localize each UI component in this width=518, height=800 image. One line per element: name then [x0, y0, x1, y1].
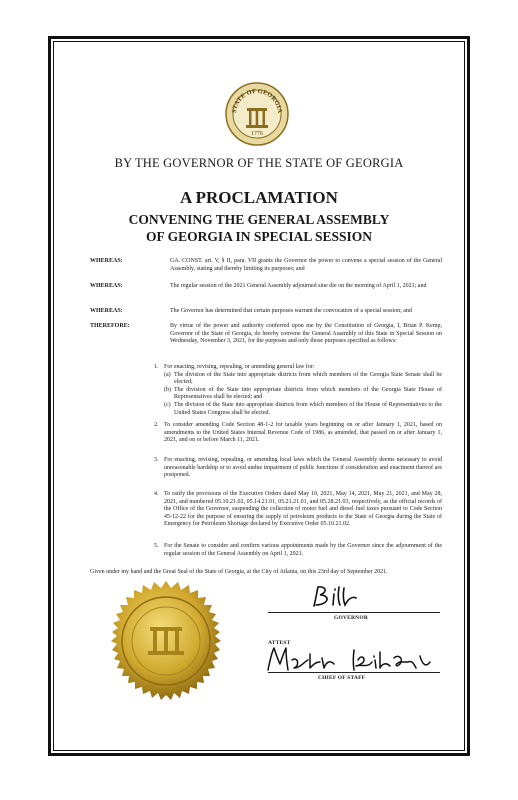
clause-whereas-3: [90, 308, 442, 316]
clause-therefore: [90, 323, 442, 346]
chief-of-staff-label: CHIEF OF STAFF: [318, 675, 366, 681]
sub-item-label: (b): [164, 386, 171, 393]
chief-signature-line: [268, 672, 440, 673]
governor-label: GOVERNOR: [334, 615, 368, 621]
item-number: 3.: [154, 457, 159, 463]
clause-text: The Governor has determined that certain purposes warrant the convocation of a special session; and: [170, 308, 412, 314]
chief-of-staff-signature: [264, 646, 440, 674]
clause-text: By virtue of the power and authority conferred upon me by the Constitution of Georgia, I, Brian P. Kemp, Governor of the State of Georgia, do hereby convene the General Assembly of this State in Special Session on Wednesday, November 3, 2021, for the purposes and only those purposes specified as follows:: [170, 323, 442, 345]
purpose-item-1: [154, 364, 442, 417]
proclamation-subtitle: [60, 211, 458, 245]
seal-year: 1776: [251, 131, 263, 137]
clause-label: WHEREAS:: [90, 283, 123, 289]
great-seal: [104, 581, 228, 705]
sub-item-label: (c): [164, 401, 171, 408]
clause-text: GA. CONST. art. V, § II, para. VII grants the Governor the power to convene a special session of the General Assembly, stating and thereby limiting its purposes; and: [170, 258, 442, 272]
seal-ring-text: STATE OF GEORGIA: [230, 87, 284, 114]
governor-signature-line: [268, 612, 440, 613]
clause-text: The regular session of the 2021 General Assembly adjourned sine die on the morning of April 1, 2021; and: [170, 283, 427, 289]
item-number: 5.: [154, 543, 159, 549]
purpose-item-2: [154, 422, 442, 445]
clause-whereas-1: [90, 258, 442, 273]
sub-item-b: [164, 386, 442, 402]
purpose-item-4: [154, 491, 442, 529]
subtitle-line-1: CONVENING THE GENERAL ASSEMBLY: [128, 212, 390, 227]
item-text: For enacting, revising, repealing, or amending local laws which the General Assembly deems necessary to avoid unreasonable hardship or to avoid undue impairment of public functions if consideration and enactment thereof are postponed.: [164, 457, 442, 479]
subtitle-line-2: OF GEORGIA IN SPECIAL SESSION: [145, 229, 373, 244]
sub-item-text: The division of the State into appropriate districts from which members of the Georgia State Senate shall be elected;: [174, 371, 442, 386]
item-text: To consider amending Code Section 48-1-2 for taxable years beginning on or after January 1, 2021, based on amendments to the United States Internal Revenue Code of 1986, as amended, that passed on or after January 1, 2021, and on or before March 11, 2021.: [164, 422, 442, 444]
governor-signature: [308, 584, 368, 610]
purpose-item-5: [154, 543, 442, 558]
proclamation-title: A PROCLAMATION: [180, 188, 338, 207]
item-number: 4.: [154, 491, 159, 497]
clause-label: WHEREAS:: [90, 258, 123, 264]
item-number: 2.: [154, 422, 159, 428]
clause-label: WHEREAS:: [90, 308, 123, 314]
state-seal-top: [225, 82, 289, 146]
sub-item-text: The division of the State into appropriate districts from which members of the Georgia State House of Representatives shall be elected; and: [174, 386, 442, 401]
given-statement: Given under my hand and the Great Seal of the State of Georgia, at the City of Atlanta, on this 23rd day of September 2021.: [90, 569, 388, 575]
governor-heading: BY THE GOVERNOR OF THE STATE OF GEORGIA: [114, 156, 404, 170]
clause-whereas-2: [90, 283, 442, 291]
clause-label: THEREFORE:: [90, 323, 130, 329]
sub-item-a: [164, 371, 442, 387]
item-number: 1.: [154, 364, 159, 370]
item-text: For enacting, revising, repealing, or amending general law for:: [164, 364, 315, 370]
purpose-item-3: [154, 457, 442, 480]
item-text: To ratify the provisions of the Executive Orders dated May 10, 2021, May 14, 2021, May 21, 2021, and May 28, 2021, and numbered 05.10.21.02, 05.14.21.01, 05.21.21.01, and 05.28.21.03, respectively, as the official records of the Office of the Governor, suspending the collection of motor fuel and diesel fuel taxes pursuant to Code Section 45-12-22 for the purpose of ensuring the supply of petroleum products to the State of Georgia during the State of Emergency for Petroleum Shortage declared by Executive Order 05.10.21.02.: [164, 491, 442, 528]
sub-item-c: [164, 401, 442, 417]
attest-label: ATTEST: [268, 640, 291, 646]
item-text: For the Senate to consider and confirm various appointments made by the Governor since the adjournment of the regular session of the General Assembly on April 1, 2021.: [164, 543, 442, 557]
sub-item-text: The division of the State into appropriate districts from which members of the House of Representatives to the United States Congress shall be elected.: [174, 401, 442, 416]
sub-item-label: (a): [164, 371, 171, 378]
